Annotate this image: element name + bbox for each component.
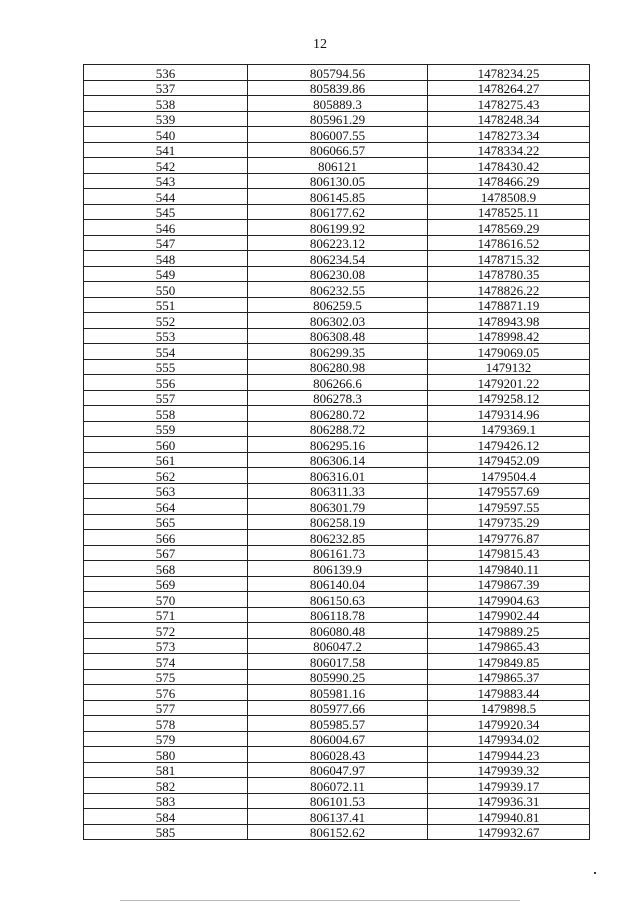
table-row: [84, 793, 590, 809]
point-number-cell: 558: [84, 406, 248, 422]
x-coordinate-cell: 805839.86: [248, 80, 428, 96]
point-number-cell: 566: [84, 530, 248, 546]
point-number-cell: 549: [84, 266, 248, 282]
point-number-cell: 578: [84, 716, 248, 732]
x-coordinate-cell: 806288.72: [248, 421, 428, 437]
x-coordinate-cell: 806316.01: [248, 468, 428, 484]
coordinates-table-body: [84, 65, 590, 840]
x-coordinate-cell: 805794.56: [248, 65, 428, 81]
y-coordinate-cell: 1478466.29: [428, 173, 590, 189]
table-row: [84, 189, 590, 205]
table-row: [84, 592, 590, 608]
x-coordinate-cell: 806161.73: [248, 545, 428, 561]
y-coordinate-cell: 1479426.12: [428, 437, 590, 453]
y-coordinate-cell: 1479940.81: [428, 809, 590, 825]
y-coordinate-cell: 1478943.98: [428, 313, 590, 329]
table-row: [84, 158, 590, 174]
table-row: [84, 375, 590, 391]
x-coordinate-cell: 806121: [248, 158, 428, 174]
y-coordinate-cell: 1478871.19: [428, 297, 590, 313]
x-coordinate-cell: 806230.08: [248, 266, 428, 282]
x-coordinate-cell: 806299.35: [248, 344, 428, 360]
y-coordinate-cell: 1478248.34: [428, 111, 590, 127]
table-row: [84, 669, 590, 685]
y-coordinate-cell: 1479815.43: [428, 545, 590, 561]
point-number-cell: 582: [84, 778, 248, 794]
point-number-cell: 561: [84, 452, 248, 468]
table-row: [84, 220, 590, 236]
x-coordinate-cell: 806177.62: [248, 204, 428, 220]
x-coordinate-cell: 806302.03: [248, 313, 428, 329]
table-row: [84, 654, 590, 670]
point-number-cell: 538: [84, 96, 248, 112]
x-coordinate-cell: 806066.57: [248, 142, 428, 158]
y-coordinate-cell: 1478569.29: [428, 220, 590, 236]
y-coordinate-cell: 1478780.35: [428, 266, 590, 282]
table-row: [84, 561, 590, 577]
y-coordinate-cell: 1479898.5: [428, 700, 590, 716]
table-row: [84, 747, 590, 763]
y-coordinate-cell: 1479904.63: [428, 592, 590, 608]
point-number-cell: 565: [84, 514, 248, 530]
y-coordinate-cell: 1478234.25: [428, 65, 590, 81]
table-row: [84, 545, 590, 561]
table-row: [84, 499, 590, 515]
table-row: [84, 623, 590, 639]
x-coordinate-cell: 806047.97: [248, 762, 428, 778]
y-coordinate-cell: 1478334.22: [428, 142, 590, 158]
x-coordinate-cell: 806118.78: [248, 607, 428, 623]
table-row: [84, 251, 590, 267]
point-number-cell: 569: [84, 576, 248, 592]
y-coordinate-cell: 1479597.55: [428, 499, 590, 515]
x-coordinate-cell: 806232.85: [248, 530, 428, 546]
x-coordinate-cell: 806311.33: [248, 483, 428, 499]
y-coordinate-cell: 1479849.85: [428, 654, 590, 670]
point-number-cell: 555: [84, 359, 248, 375]
y-coordinate-cell: 1478508.9: [428, 189, 590, 205]
y-coordinate-cell: 1479840.11: [428, 561, 590, 577]
table-row: [84, 80, 590, 96]
y-coordinate-cell: 1479452.09: [428, 452, 590, 468]
point-number-cell: 536: [84, 65, 248, 81]
table-row: [84, 204, 590, 220]
y-coordinate-cell: 1478998.42: [428, 328, 590, 344]
y-coordinate-cell: 1478525.11: [428, 204, 590, 220]
x-coordinate-cell: 806080.48: [248, 623, 428, 639]
point-number-cell: 545: [84, 204, 248, 220]
y-coordinate-cell: 1479258.12: [428, 390, 590, 406]
y-coordinate-cell: 1479939.32: [428, 762, 590, 778]
point-number-cell: 542: [84, 158, 248, 174]
table-row: [84, 127, 590, 143]
y-coordinate-cell: 1479920.34: [428, 716, 590, 732]
x-coordinate-cell: 805961.29: [248, 111, 428, 127]
x-coordinate-cell: 806199.92: [248, 220, 428, 236]
x-coordinate-cell: 806028.43: [248, 747, 428, 763]
y-coordinate-cell: 1478275.43: [428, 96, 590, 112]
point-number-cell: 563: [84, 483, 248, 499]
point-number-cell: 577: [84, 700, 248, 716]
x-coordinate-cell: 806130.05: [248, 173, 428, 189]
table-row: [84, 282, 590, 298]
table-row: [84, 96, 590, 112]
point-number-cell: 579: [84, 731, 248, 747]
y-coordinate-cell: 1479865.37: [428, 669, 590, 685]
point-number-cell: 575: [84, 669, 248, 685]
x-coordinate-cell: 806140.04: [248, 576, 428, 592]
table-row: [84, 607, 590, 623]
x-coordinate-cell: 806101.53: [248, 793, 428, 809]
table-row: [84, 65, 590, 81]
point-number-cell: 554: [84, 344, 248, 360]
y-coordinate-cell: 1479201.22: [428, 375, 590, 391]
point-number-cell: 560: [84, 437, 248, 453]
bottom-rule: [120, 900, 520, 901]
point-number-cell: 543: [84, 173, 248, 189]
point-number-cell: 559: [84, 421, 248, 437]
point-number-cell: 548: [84, 251, 248, 267]
table-row: [84, 576, 590, 592]
x-coordinate-cell: 806017.58: [248, 654, 428, 670]
table-row: [84, 778, 590, 794]
table-row: [84, 468, 590, 484]
x-coordinate-cell: 805889.3: [248, 96, 428, 112]
x-coordinate-cell: 806145.85: [248, 189, 428, 205]
x-coordinate-cell: 806137.41: [248, 809, 428, 825]
x-coordinate-cell: 806278.3: [248, 390, 428, 406]
x-coordinate-cell: 806139.9: [248, 561, 428, 577]
point-number-cell: 570: [84, 592, 248, 608]
x-coordinate-cell: 806266.6: [248, 375, 428, 391]
table-row: [84, 266, 590, 282]
table-row: [84, 344, 590, 360]
y-coordinate-cell: 1478826.22: [428, 282, 590, 298]
table-row: [84, 530, 590, 546]
point-number-cell: 552: [84, 313, 248, 329]
point-number-cell: 573: [84, 638, 248, 654]
table-row: [84, 313, 590, 329]
table-row: [84, 359, 590, 375]
table-row: [84, 700, 590, 716]
point-number-cell: 539: [84, 111, 248, 127]
y-coordinate-cell: 1478715.32: [428, 251, 590, 267]
point-number-cell: 540: [84, 127, 248, 143]
y-coordinate-cell: 1478616.52: [428, 235, 590, 251]
y-coordinate-cell: 1479883.44: [428, 685, 590, 701]
y-coordinate-cell: 1479557.69: [428, 483, 590, 499]
point-number-cell: 576: [84, 685, 248, 701]
table-row: [84, 809, 590, 825]
table-row: [84, 297, 590, 313]
y-coordinate-cell: 1479069.05: [428, 344, 590, 360]
table-row: [84, 111, 590, 127]
point-number-cell: 557: [84, 390, 248, 406]
x-coordinate-cell: 806308.48: [248, 328, 428, 344]
point-number-cell: 556: [84, 375, 248, 391]
x-coordinate-cell: 806232.55: [248, 282, 428, 298]
point-number-cell: 546: [84, 220, 248, 236]
point-number-cell: 571: [84, 607, 248, 623]
point-number-cell: 580: [84, 747, 248, 763]
coordinates-table: [83, 64, 590, 840]
point-number-cell: 585: [84, 824, 248, 840]
y-coordinate-cell: 1479867.39: [428, 576, 590, 592]
table-row: [84, 731, 590, 747]
table-row: [84, 824, 590, 840]
point-number-cell: 551: [84, 297, 248, 313]
point-number-cell: 541: [84, 142, 248, 158]
x-coordinate-cell: 805985.57: [248, 716, 428, 732]
y-coordinate-cell: 1479939.17: [428, 778, 590, 794]
x-coordinate-cell: 806047.2: [248, 638, 428, 654]
y-coordinate-cell: 1479934.02: [428, 731, 590, 747]
table-row: [84, 406, 590, 422]
y-coordinate-cell: 1479369.1: [428, 421, 590, 437]
table-row: [84, 142, 590, 158]
point-number-cell: 553: [84, 328, 248, 344]
x-coordinate-cell: 805981.16: [248, 685, 428, 701]
point-number-cell: 574: [84, 654, 248, 670]
y-coordinate-cell: 1479865.43: [428, 638, 590, 654]
x-coordinate-cell: 806301.79: [248, 499, 428, 515]
x-coordinate-cell: 806280.98: [248, 359, 428, 375]
x-coordinate-cell: 806234.54: [248, 251, 428, 267]
table-row: [84, 421, 590, 437]
y-coordinate-cell: 1479776.87: [428, 530, 590, 546]
x-coordinate-cell: 806306.14: [248, 452, 428, 468]
table-row: [84, 437, 590, 453]
x-coordinate-cell: 806258.19: [248, 514, 428, 530]
point-number-cell: 583: [84, 793, 248, 809]
table-row: [84, 685, 590, 701]
point-number-cell: 568: [84, 561, 248, 577]
point-number-cell: 584: [84, 809, 248, 825]
point-number-cell: 581: [84, 762, 248, 778]
y-coordinate-cell: 1478430.42: [428, 158, 590, 174]
y-coordinate-cell: 1478273.34: [428, 127, 590, 143]
x-coordinate-cell: 805990.25: [248, 669, 428, 685]
page-mark: [594, 872, 596, 874]
y-coordinate-cell: 1479889.25: [428, 623, 590, 639]
table-row: [84, 716, 590, 732]
table-row: [84, 638, 590, 654]
y-coordinate-cell: 1479504.4: [428, 468, 590, 484]
x-coordinate-cell: 806295.16: [248, 437, 428, 453]
point-number-cell: 544: [84, 189, 248, 205]
table-row: [84, 514, 590, 530]
y-coordinate-cell: 1479314.96: [428, 406, 590, 422]
x-coordinate-cell: 806004.67: [248, 731, 428, 747]
y-coordinate-cell: 1479132: [428, 359, 590, 375]
table-row: [84, 390, 590, 406]
table-row: [84, 173, 590, 189]
point-number-cell: 537: [84, 80, 248, 96]
x-coordinate-cell: 806280.72: [248, 406, 428, 422]
point-number-cell: 564: [84, 499, 248, 515]
y-coordinate-cell: 1478264.27: [428, 80, 590, 96]
x-coordinate-cell: 806259.5: [248, 297, 428, 313]
y-coordinate-cell: 1479902.44: [428, 607, 590, 623]
x-coordinate-cell: 806223.12: [248, 235, 428, 251]
y-coordinate-cell: 1479944.23: [428, 747, 590, 763]
x-coordinate-cell: 806007.55: [248, 127, 428, 143]
y-coordinate-cell: 1479735.29: [428, 514, 590, 530]
table-row: [84, 483, 590, 499]
point-number-cell: 567: [84, 545, 248, 561]
x-coordinate-cell: 806150.63: [248, 592, 428, 608]
point-number-cell: 547: [84, 235, 248, 251]
page-number: 12: [313, 37, 327, 52]
point-number-cell: 550: [84, 282, 248, 298]
x-coordinate-cell: 805977.66: [248, 700, 428, 716]
table-row: [84, 328, 590, 344]
x-coordinate-cell: 806072.11: [248, 778, 428, 794]
point-number-cell: 562: [84, 468, 248, 484]
table-row: [84, 452, 590, 468]
table-row: [84, 235, 590, 251]
x-coordinate-cell: 806152.62: [248, 824, 428, 840]
y-coordinate-cell: 1479932.67: [428, 824, 590, 840]
table-row: [84, 762, 590, 778]
point-number-cell: 572: [84, 623, 248, 639]
y-coordinate-cell: 1479936.31: [428, 793, 590, 809]
